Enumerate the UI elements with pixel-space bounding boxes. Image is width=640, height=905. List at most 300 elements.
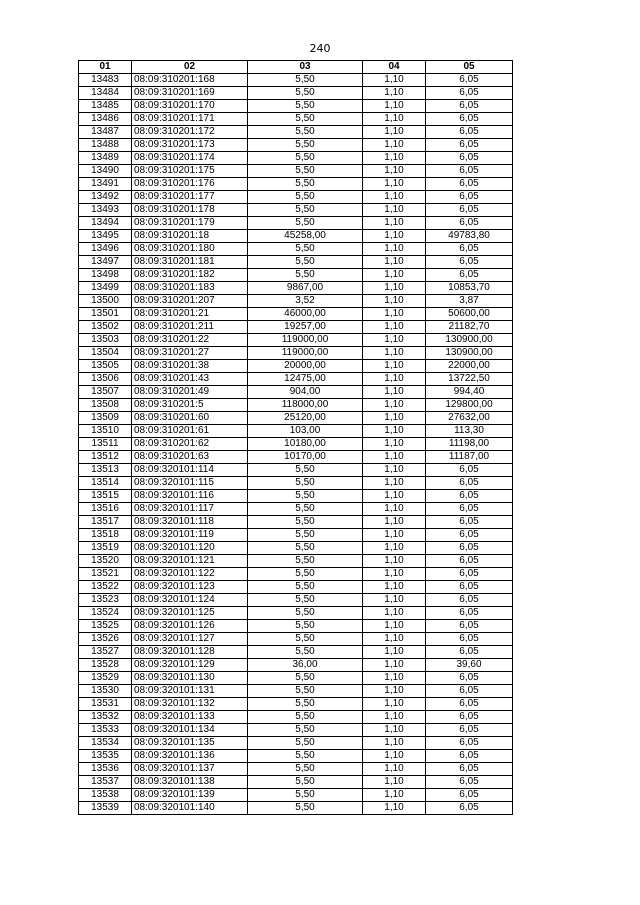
value-cell: 5,50 (248, 672, 363, 685)
table-row (79, 152, 513, 165)
coefficient-cell: 1,10 (363, 529, 426, 542)
coefficient-cell: 1,10 (363, 659, 426, 672)
coefficient-cell: 1,10 (363, 698, 426, 711)
column-header-01: 01 (79, 61, 132, 74)
row-number-cell: 13493 (79, 204, 132, 217)
cadastral-number-cell: 08:09:310201:62 (132, 438, 248, 451)
table-row (79, 360, 513, 373)
cadastral-number-cell: 08:09:320101:134 (132, 724, 248, 737)
total-cell: 6,05 (426, 152, 513, 165)
coefficient-cell: 1,10 (363, 503, 426, 516)
row-number-cell: 13520 (79, 555, 132, 568)
coefficient-cell: 1,10 (363, 204, 426, 217)
row-number-cell: 13489 (79, 152, 132, 165)
total-cell: 6,05 (426, 139, 513, 152)
cadastral-number-cell: 08:09:320101:130 (132, 672, 248, 685)
total-cell: 6,05 (426, 516, 513, 529)
row-number-cell: 13531 (79, 698, 132, 711)
total-cell: 13722,50 (426, 373, 513, 386)
coefficient-cell: 1,10 (363, 672, 426, 685)
total-cell: 6,05 (426, 581, 513, 594)
coefficient-cell: 1,10 (363, 425, 426, 438)
total-cell: 130900,00 (426, 347, 513, 360)
value-cell: 5,50 (248, 503, 363, 516)
table-row (79, 386, 513, 399)
cadastral-number-cell: 08:09:310201:60 (132, 412, 248, 425)
value-cell: 5,50 (248, 750, 363, 763)
value-cell: 10170,00 (248, 451, 363, 464)
value-cell: 5,50 (248, 776, 363, 789)
value-cell: 5,50 (248, 737, 363, 750)
total-cell: 6,05 (426, 113, 513, 126)
cadastral-number-cell: 08:09:320101:139 (132, 789, 248, 802)
value-cell: 5,50 (248, 685, 363, 698)
row-number-cell: 13515 (79, 490, 132, 503)
row-number-cell: 13534 (79, 737, 132, 750)
cadastral-number-cell: 08:09:310201:173 (132, 139, 248, 152)
coefficient-cell: 1,10 (363, 360, 426, 373)
table-row (79, 412, 513, 425)
cadastral-number-cell: 08:09:320101:126 (132, 620, 248, 633)
coefficient-cell: 1,10 (363, 789, 426, 802)
coefficient-cell: 1,10 (363, 542, 426, 555)
row-number-cell: 13518 (79, 529, 132, 542)
coefficient-cell: 1,10 (363, 165, 426, 178)
coefficient-cell: 1,10 (363, 737, 426, 750)
cadastral-number-cell: 08:09:310201:169 (132, 87, 248, 100)
value-cell: 5,50 (248, 178, 363, 191)
coefficient-cell: 1,10 (363, 477, 426, 490)
coefficient-cell: 1,10 (363, 191, 426, 204)
coefficient-cell: 1,10 (363, 412, 426, 425)
total-cell: 113,30 (426, 425, 513, 438)
coefficient-cell: 1,10 (363, 74, 426, 87)
table-row (79, 724, 513, 737)
row-number-cell: 13532 (79, 711, 132, 724)
table-header-row (79, 61, 513, 74)
coefficient-cell: 1,10 (363, 87, 426, 100)
total-cell: 21182,70 (426, 321, 513, 334)
row-number-cell: 13496 (79, 243, 132, 256)
table-row (79, 230, 513, 243)
coefficient-cell: 1,10 (363, 568, 426, 581)
table-row (79, 126, 513, 139)
table-row (79, 672, 513, 685)
table-row (79, 438, 513, 451)
value-cell: 45258,00 (248, 230, 363, 243)
cadastral-number-cell: 08:09:310201:18 (132, 230, 248, 243)
total-cell: 27632,00 (426, 412, 513, 425)
cadastral-number-cell: 08:09:320101:122 (132, 568, 248, 581)
coefficient-cell: 1,10 (363, 763, 426, 776)
cadastral-number-cell: 08:09:310201:27 (132, 347, 248, 360)
total-cell: 6,05 (426, 555, 513, 568)
coefficient-cell: 1,10 (363, 126, 426, 139)
row-number-cell: 13526 (79, 633, 132, 646)
value-cell: 20000,00 (248, 360, 363, 373)
row-number-cell: 13495 (79, 230, 132, 243)
value-cell: 5,50 (248, 74, 363, 87)
table-row (79, 633, 513, 646)
value-cell: 5,50 (248, 568, 363, 581)
total-cell: 39,60 (426, 659, 513, 672)
table-row (79, 256, 513, 269)
table-body (79, 74, 513, 815)
cadastral-number-cell: 08:09:310201:61 (132, 425, 248, 438)
row-number-cell: 13539 (79, 802, 132, 815)
row-number-cell: 13525 (79, 620, 132, 633)
total-cell: 6,05 (426, 763, 513, 776)
table-row (79, 685, 513, 698)
table-row (79, 100, 513, 113)
cadastral-number-cell: 08:09:310201:179 (132, 217, 248, 230)
row-number-cell: 13524 (79, 607, 132, 620)
total-cell: 6,05 (426, 191, 513, 204)
value-cell: 119000,00 (248, 347, 363, 360)
total-cell: 6,05 (426, 269, 513, 282)
row-number-cell: 13519 (79, 542, 132, 555)
coefficient-cell: 1,10 (363, 490, 426, 503)
value-cell: 5,50 (248, 100, 363, 113)
row-number-cell: 13484 (79, 87, 132, 100)
row-number-cell: 13506 (79, 373, 132, 386)
coefficient-cell: 1,10 (363, 438, 426, 451)
cadastral-number-cell: 08:09:310201:176 (132, 178, 248, 191)
value-cell: 5,50 (248, 516, 363, 529)
coefficient-cell: 1,10 (363, 139, 426, 152)
table-row (79, 581, 513, 594)
row-number-cell: 13528 (79, 659, 132, 672)
total-cell: 6,05 (426, 126, 513, 139)
value-cell: 3,52 (248, 295, 363, 308)
coefficient-cell: 1,10 (363, 607, 426, 620)
value-cell: 5,50 (248, 724, 363, 737)
value-cell: 5,50 (248, 464, 363, 477)
coefficient-cell: 1,10 (363, 620, 426, 633)
table-row (79, 347, 513, 360)
column-header-03: 03 (248, 61, 363, 74)
total-cell: 130900,00 (426, 334, 513, 347)
row-number-cell: 13494 (79, 217, 132, 230)
coefficient-cell: 1,10 (363, 243, 426, 256)
total-cell: 6,05 (426, 464, 513, 477)
total-cell: 6,05 (426, 256, 513, 269)
row-number-cell: 13530 (79, 685, 132, 698)
total-cell: 50600,00 (426, 308, 513, 321)
table-row (79, 789, 513, 802)
table-row (79, 243, 513, 256)
value-cell: 5,50 (248, 113, 363, 126)
cadastral-number-cell: 08:09:320101:118 (132, 516, 248, 529)
total-cell: 129800,00 (426, 399, 513, 412)
total-cell: 6,05 (426, 477, 513, 490)
page-number: 240 (309, 42, 331, 55)
data-table (78, 60, 513, 815)
table-row (79, 139, 513, 152)
table-row (79, 750, 513, 763)
cadastral-number-cell: 08:09:320101:138 (132, 776, 248, 789)
table-row (79, 204, 513, 217)
coefficient-cell: 1,10 (363, 711, 426, 724)
cadastral-number-cell: 08:09:310201:207 (132, 295, 248, 308)
cadastral-number-cell: 08:09:320101:125 (132, 607, 248, 620)
coefficient-cell: 1,10 (363, 464, 426, 477)
row-number-cell: 13503 (79, 334, 132, 347)
cadastral-number-cell: 08:09:320101:124 (132, 594, 248, 607)
total-cell: 6,05 (426, 620, 513, 633)
table-row (79, 555, 513, 568)
row-number-cell: 13490 (79, 165, 132, 178)
table-row (79, 568, 513, 581)
cadastral-number-cell: 08:09:310201:170 (132, 100, 248, 113)
cadastral-number-cell: 08:09:310201:171 (132, 113, 248, 126)
row-number-cell: 13485 (79, 100, 132, 113)
value-cell: 5,50 (248, 152, 363, 165)
value-cell: 19257,00 (248, 321, 363, 334)
value-cell: 5,50 (248, 620, 363, 633)
table-row (79, 178, 513, 191)
row-number-cell: 13488 (79, 139, 132, 152)
cadastral-number-cell: 08:09:320101:132 (132, 698, 248, 711)
table-row (79, 425, 513, 438)
value-cell: 12475,00 (248, 373, 363, 386)
cadastral-number-cell: 08:09:320101:128 (132, 646, 248, 659)
coefficient-cell: 1,10 (363, 776, 426, 789)
coefficient-cell: 1,10 (363, 152, 426, 165)
cadastral-number-cell: 08:09:320101:131 (132, 685, 248, 698)
cadastral-number-cell: 08:09:310201:38 (132, 360, 248, 373)
row-number-cell: 13502 (79, 321, 132, 334)
row-number-cell: 13533 (79, 724, 132, 737)
value-cell: 5,50 (248, 802, 363, 815)
cadastral-number-cell: 08:09:310201:172 (132, 126, 248, 139)
total-cell: 6,05 (426, 633, 513, 646)
coefficient-cell: 1,10 (363, 516, 426, 529)
total-cell: 6,05 (426, 490, 513, 503)
coefficient-cell: 1,10 (363, 347, 426, 360)
total-cell: 6,05 (426, 204, 513, 217)
table-row (79, 321, 513, 334)
value-cell: 5,50 (248, 789, 363, 802)
cadastral-number-cell: 08:09:310201:5 (132, 399, 248, 412)
total-cell: 6,05 (426, 165, 513, 178)
row-number-cell: 13499 (79, 282, 132, 295)
cadastral-number-cell: 08:09:310201:49 (132, 386, 248, 399)
row-number-cell: 13505 (79, 360, 132, 373)
coefficient-cell: 1,10 (363, 594, 426, 607)
column-header-02: 02 (132, 61, 248, 74)
coefficient-cell: 1,10 (363, 113, 426, 126)
coefficient-cell: 1,10 (363, 399, 426, 412)
value-cell: 5,50 (248, 477, 363, 490)
cadastral-number-cell: 08:09:310201:175 (132, 165, 248, 178)
total-cell: 6,05 (426, 217, 513, 230)
cadastral-number-cell: 08:09:320101:115 (132, 477, 248, 490)
table-row (79, 113, 513, 126)
total-cell: 6,05 (426, 685, 513, 698)
total-cell: 10853,70 (426, 282, 513, 295)
column-header-04: 04 (363, 61, 426, 74)
cadastral-number-cell: 08:09:320101:127 (132, 633, 248, 646)
coefficient-cell: 1,10 (363, 334, 426, 347)
table-row (79, 399, 513, 412)
value-cell: 5,50 (248, 191, 363, 204)
table-row (79, 464, 513, 477)
row-number-cell: 13537 (79, 776, 132, 789)
row-number-cell: 13521 (79, 568, 132, 581)
total-cell: 11187,00 (426, 451, 513, 464)
value-cell: 10180,00 (248, 438, 363, 451)
table-row (79, 503, 513, 516)
table-row (79, 334, 513, 347)
coefficient-cell: 1,10 (363, 451, 426, 464)
cadastral-number-cell: 08:09:320101:116 (132, 490, 248, 503)
value-cell: 5,50 (248, 542, 363, 555)
cadastral-number-cell: 08:09:310201:182 (132, 269, 248, 282)
table-row (79, 763, 513, 776)
value-cell: 5,50 (248, 87, 363, 100)
total-cell: 6,05 (426, 87, 513, 100)
cadastral-number-cell: 08:09:320101:133 (132, 711, 248, 724)
value-cell: 5,50 (248, 243, 363, 256)
coefficient-cell: 1,10 (363, 802, 426, 815)
coefficient-cell: 1,10 (363, 282, 426, 295)
cadastral-number-cell: 08:09:320101:136 (132, 750, 248, 763)
column-header-05: 05 (426, 61, 513, 74)
total-cell: 49783,80 (426, 230, 513, 243)
table-row (79, 594, 513, 607)
total-cell: 22000,00 (426, 360, 513, 373)
value-cell: 103,00 (248, 425, 363, 438)
coefficient-cell: 1,10 (363, 386, 426, 399)
cadastral-number-cell: 08:09:320101:140 (132, 802, 248, 815)
coefficient-cell: 1,10 (363, 100, 426, 113)
row-number-cell: 13522 (79, 581, 132, 594)
table-row (79, 217, 513, 230)
row-number-cell: 13527 (79, 646, 132, 659)
value-cell: 119000,00 (248, 334, 363, 347)
value-cell: 118000,00 (248, 399, 363, 412)
table-row (79, 542, 513, 555)
value-cell: 5,50 (248, 607, 363, 620)
table-row (79, 308, 513, 321)
table-row (79, 490, 513, 503)
coefficient-cell: 1,10 (363, 633, 426, 646)
table-row (79, 802, 513, 815)
row-number-cell: 13492 (79, 191, 132, 204)
row-number-cell: 13508 (79, 399, 132, 412)
coefficient-cell: 1,10 (363, 308, 426, 321)
total-cell: 11198,00 (426, 438, 513, 451)
coefficient-cell: 1,10 (363, 217, 426, 230)
cadastral-number-cell: 08:09:310201:181 (132, 256, 248, 269)
table-row (79, 191, 513, 204)
row-number-cell: 13487 (79, 126, 132, 139)
cadastral-number-cell: 08:09:310201:22 (132, 334, 248, 347)
value-cell: 36,00 (248, 659, 363, 672)
row-number-cell: 13511 (79, 438, 132, 451)
value-cell: 5,50 (248, 217, 363, 230)
total-cell: 6,05 (426, 789, 513, 802)
cadastral-number-cell: 08:09:310201:63 (132, 451, 248, 464)
row-number-cell: 13498 (79, 269, 132, 282)
cadastral-number-cell: 08:09:320101:117 (132, 503, 248, 516)
coefficient-cell: 1,10 (363, 581, 426, 594)
value-cell: 5,50 (248, 139, 363, 152)
table-row (79, 620, 513, 633)
row-number-cell: 13491 (79, 178, 132, 191)
total-cell: 6,05 (426, 74, 513, 87)
coefficient-cell: 1,10 (363, 750, 426, 763)
table-row (79, 776, 513, 789)
row-number-cell: 13504 (79, 347, 132, 360)
row-number-cell: 13513 (79, 464, 132, 477)
coefficient-cell: 1,10 (363, 230, 426, 243)
coefficient-cell: 1,10 (363, 321, 426, 334)
cadastral-number-cell: 08:09:310201:183 (132, 282, 248, 295)
value-cell: 5,50 (248, 529, 363, 542)
cadastral-number-cell: 08:09:320101:120 (132, 542, 248, 555)
total-cell: 6,05 (426, 672, 513, 685)
coefficient-cell: 1,10 (363, 178, 426, 191)
row-number-cell: 13523 (79, 594, 132, 607)
cadastral-number-cell: 08:09:320101:137 (132, 763, 248, 776)
total-cell: 6,05 (426, 698, 513, 711)
row-number-cell: 13517 (79, 516, 132, 529)
cadastral-number-cell: 08:09:310201:211 (132, 321, 248, 334)
cadastral-number-cell: 08:09:320101:119 (132, 529, 248, 542)
value-cell: 5,50 (248, 594, 363, 607)
row-number-cell: 13536 (79, 763, 132, 776)
total-cell: 994,40 (426, 386, 513, 399)
table-row (79, 529, 513, 542)
value-cell: 5,50 (248, 490, 363, 503)
cadastral-number-cell: 08:09:320101:129 (132, 659, 248, 672)
value-cell: 5,50 (248, 646, 363, 659)
value-cell: 904,00 (248, 386, 363, 399)
total-cell: 6,05 (426, 503, 513, 516)
total-cell: 6,05 (426, 711, 513, 724)
table-row (79, 295, 513, 308)
row-number-cell: 13501 (79, 308, 132, 321)
coefficient-cell: 1,10 (363, 685, 426, 698)
cadastral-number-cell: 08:09:310201:178 (132, 204, 248, 217)
total-cell: 6,05 (426, 542, 513, 555)
total-cell: 6,05 (426, 594, 513, 607)
coefficient-cell: 1,10 (363, 295, 426, 308)
cadastral-number-cell: 08:09:320101:114 (132, 464, 248, 477)
table-row (79, 74, 513, 87)
row-number-cell: 13497 (79, 256, 132, 269)
table-row (79, 87, 513, 100)
cadastral-number-cell: 08:09:310201:21 (132, 308, 248, 321)
value-cell: 5,50 (248, 555, 363, 568)
table-row (79, 282, 513, 295)
value-cell: 9867,00 (248, 282, 363, 295)
coefficient-cell: 1,10 (363, 373, 426, 386)
row-number-cell: 13538 (79, 789, 132, 802)
cadastral-number-cell: 08:09:310201:43 (132, 373, 248, 386)
total-cell: 6,05 (426, 178, 513, 191)
cadastral-number-cell: 08:09:310201:174 (132, 152, 248, 165)
row-number-cell: 13535 (79, 750, 132, 763)
cadastral-number-cell: 08:09:320101:121 (132, 555, 248, 568)
total-cell: 6,05 (426, 568, 513, 581)
value-cell: 5,50 (248, 269, 363, 282)
total-cell: 6,05 (426, 100, 513, 113)
row-number-cell: 13483 (79, 74, 132, 87)
table-row (79, 477, 513, 490)
